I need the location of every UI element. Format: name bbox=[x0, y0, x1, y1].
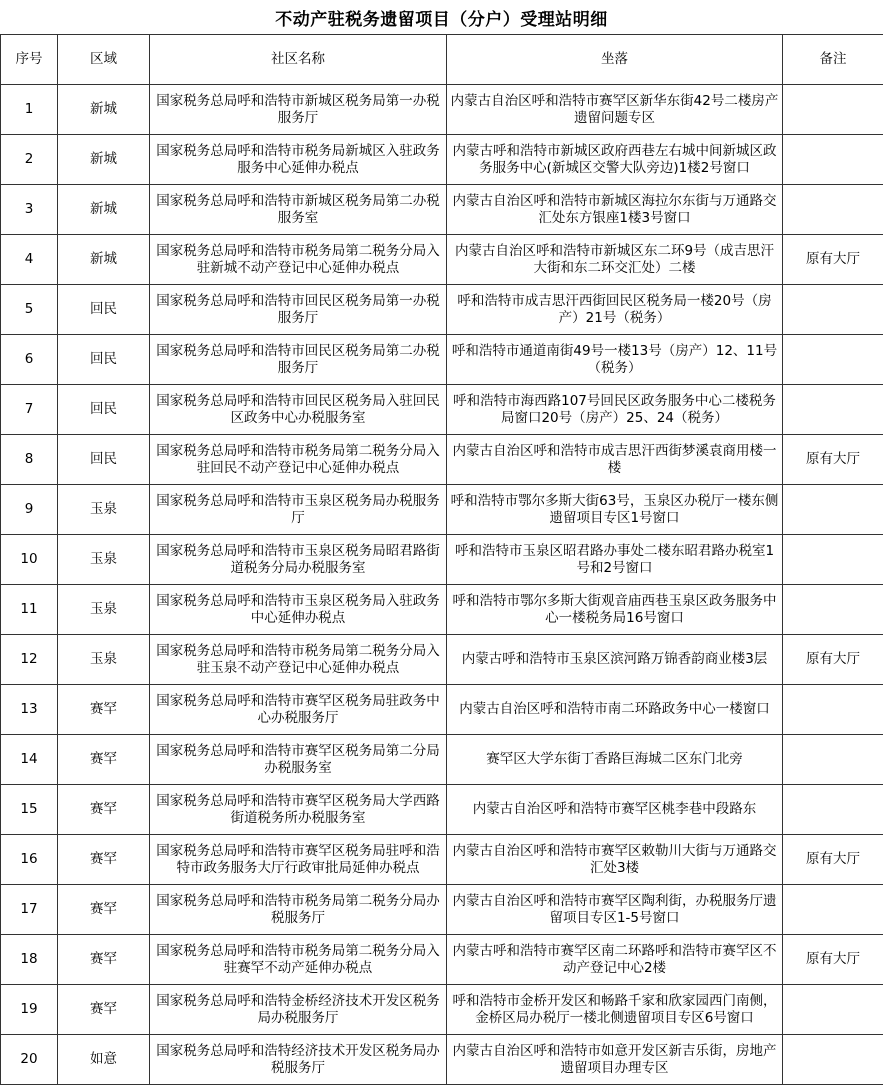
header-location: 坐落 bbox=[447, 35, 783, 85]
row-number-cell: 4 bbox=[1, 235, 58, 285]
community-name-cell: 国家税务总局呼和浩特市玉泉区税务局入驻政务中心延伸办税点 bbox=[150, 585, 447, 635]
location-cell: 呼和浩特市金桥开发区和畅路千家和欣家园西门南侧，金桥区局办税厅一楼北侧遗留项目专区6号窗口 bbox=[447, 985, 783, 1035]
area-cell: 新城 bbox=[58, 85, 150, 135]
remark-cell bbox=[783, 285, 883, 335]
area-cell: 赛罕 bbox=[58, 935, 150, 985]
area-cell: 赛罕 bbox=[58, 785, 150, 835]
location-cell: 内蒙古自治区呼和浩特市赛罕区新华东街42号二楼房产遗留问题专区 bbox=[447, 85, 783, 135]
location-cell: 内蒙古呼和浩特市玉泉区滨河路万锦香韵商业楼3层 bbox=[447, 635, 783, 685]
table-row bbox=[1, 385, 883, 435]
community-name-cell: 国家税务总局呼和浩特市新城区税务局第一办税服务厅 bbox=[150, 85, 447, 135]
area-cell: 回民 bbox=[58, 285, 150, 335]
community-name-cell: 国家税务总局呼和浩特市回民区税务局第一办税服务厅 bbox=[150, 285, 447, 335]
sheet-title: 不动产驻税务遗留项目（分户）受理站明细 bbox=[0, 0, 883, 34]
row-number-cell: 5 bbox=[1, 285, 58, 335]
remark-cell bbox=[783, 685, 883, 735]
remark-cell bbox=[783, 185, 883, 235]
remark-cell: 原有大厅 bbox=[783, 935, 883, 985]
row-number-cell: 3 bbox=[1, 185, 58, 235]
remark-cell bbox=[783, 885, 883, 935]
row-number-cell: 20 bbox=[1, 1035, 58, 1085]
location-cell: 内蒙古自治区呼和浩特市如意开发区新吉乐街，房地产遗留项目办理专区 bbox=[447, 1035, 783, 1085]
location-cell: 赛罕区大学东街丁香路巨海城二区东门北旁 bbox=[447, 735, 783, 785]
remark-cell bbox=[783, 1035, 883, 1085]
location-cell: 内蒙古自治区呼和浩特市赛罕区桃李巷中段路东 bbox=[447, 785, 783, 835]
remark-cell bbox=[783, 735, 883, 785]
table-row bbox=[1, 885, 883, 935]
area-cell: 如意 bbox=[58, 1035, 150, 1085]
row-number-cell: 1 bbox=[1, 85, 58, 135]
remark-cell bbox=[783, 535, 883, 585]
community-name-cell: 国家税务总局呼和浩特市新城区税务局第二办税服务室 bbox=[150, 185, 447, 235]
row-number-cell: 15 bbox=[1, 785, 58, 835]
location-cell: 内蒙古自治区呼和浩特市赛罕区陶利街，办税服务厅遗留项目专区1-5号窗口 bbox=[447, 885, 783, 935]
table-row bbox=[1, 85, 883, 135]
table-row bbox=[1, 285, 883, 335]
area-cell: 赛罕 bbox=[58, 885, 150, 935]
table-row bbox=[1, 485, 883, 535]
row-number-cell: 9 bbox=[1, 485, 58, 535]
table-row bbox=[1, 335, 883, 385]
area-cell: 回民 bbox=[58, 385, 150, 435]
community-name-cell: 国家税务总局呼和浩特市赛罕区税务局驻政务中心办税服务厅 bbox=[150, 685, 447, 735]
table-row bbox=[1, 985, 883, 1035]
header-remark: 备注 bbox=[783, 35, 883, 85]
community-name-cell: 国家税务总局呼和浩特市税务局第二税务分局入驻赛罕不动产延伸办税点 bbox=[150, 935, 447, 985]
table-row bbox=[1, 435, 883, 485]
location-cell: 呼和浩特市玉泉区昭君路办事处二楼东昭君路办税室1号和2号窗口 bbox=[447, 535, 783, 585]
community-name-cell: 国家税务总局呼和浩特市税务局新城区入驻政务服务中心延伸办税点 bbox=[150, 135, 447, 185]
area-cell: 新城 bbox=[58, 235, 150, 285]
row-number-cell: 18 bbox=[1, 935, 58, 985]
community-name-cell: 国家税务总局呼和浩特市玉泉区税务局昭君路街道税务分局办税服务室 bbox=[150, 535, 447, 585]
community-name-cell: 国家税务总局呼和浩特市税务局第二税务分局入驻新城不动产登记中心延伸办税点 bbox=[150, 235, 447, 285]
community-name-cell: 国家税务总局呼和浩特市税务局第二税务分局办税服务厅 bbox=[150, 885, 447, 935]
area-cell: 回民 bbox=[58, 335, 150, 385]
row-number-cell: 10 bbox=[1, 535, 58, 585]
table-row bbox=[1, 1035, 883, 1085]
table-row bbox=[1, 735, 883, 785]
location-cell: 呼和浩特市海西路107号回民区政务服务中心二楼税务局窗口20号（房产）25、24（税务） bbox=[447, 385, 783, 435]
table-row bbox=[1, 935, 883, 985]
table-row bbox=[1, 635, 883, 685]
row-number-cell: 14 bbox=[1, 735, 58, 785]
area-cell: 赛罕 bbox=[58, 985, 150, 1035]
remark-cell bbox=[783, 985, 883, 1035]
location-cell: 内蒙古呼和浩特市新城区政府西巷左右城中间新城区政务服务中心(新城区交警大队旁边)1楼2号窗口 bbox=[447, 135, 783, 185]
location-cell: 呼和浩特市通道南街49号一楼13号（房产）12、11号（税务） bbox=[447, 335, 783, 385]
header-no: 序号 bbox=[1, 35, 58, 85]
row-number-cell: 17 bbox=[1, 885, 58, 935]
remark-cell: 原有大厅 bbox=[783, 635, 883, 685]
remark-cell bbox=[783, 135, 883, 185]
area-cell: 回民 bbox=[58, 435, 150, 485]
area-cell: 玉泉 bbox=[58, 635, 150, 685]
community-name-cell: 国家税务总局呼和浩特市赛罕区税务局第二分局办税服务室 bbox=[150, 735, 447, 785]
remark-cell: 原有大厅 bbox=[783, 835, 883, 885]
row-number-cell: 16 bbox=[1, 835, 58, 885]
remark-cell: 原有大厅 bbox=[783, 435, 883, 485]
location-cell: 内蒙古呼和浩特市赛罕区南二环路呼和浩特市赛罕区不动产登记中心2楼 bbox=[447, 935, 783, 985]
location-cell: 呼和浩特市鄂尔多斯大街63号，玉泉区办税厅一楼东侧遗留项目专区1号窗口 bbox=[447, 485, 783, 535]
area-cell: 赛罕 bbox=[58, 685, 150, 735]
table-row bbox=[1, 785, 883, 835]
community-name-cell: 国家税务总局呼和浩特市税务局第二税务分局入驻玉泉不动产登记中心延伸办税点 bbox=[150, 635, 447, 685]
location-cell: 内蒙古自治区呼和浩特市新城区东二环9号（成吉思汗大街和东二环交汇处）二楼 bbox=[447, 235, 783, 285]
row-number-cell: 6 bbox=[1, 335, 58, 385]
header-community-name: 社区名称 bbox=[150, 35, 447, 85]
location-cell: 内蒙古自治区呼和浩特市南二环路政务中心一楼窗口 bbox=[447, 685, 783, 735]
area-cell: 新城 bbox=[58, 185, 150, 235]
table-row bbox=[1, 585, 883, 635]
table-row bbox=[1, 835, 883, 885]
row-number-cell: 11 bbox=[1, 585, 58, 635]
table-row bbox=[1, 135, 883, 185]
location-cell: 内蒙古自治区呼和浩特市赛罕区敕勒川大街与万通路交汇处3楼 bbox=[447, 835, 783, 885]
row-number-cell: 19 bbox=[1, 985, 58, 1035]
remark-cell: 原有大厅 bbox=[783, 235, 883, 285]
row-number-cell: 13 bbox=[1, 685, 58, 735]
table-row bbox=[1, 185, 883, 235]
location-cell: 内蒙古自治区呼和浩特市成吉思汗西街梦溪袁商用楼一楼 bbox=[447, 435, 783, 485]
location-cell: 内蒙古自治区呼和浩特市新城区海拉尔东街与万通路交汇处东方银座1楼3号窗口 bbox=[447, 185, 783, 235]
location-cell: 呼和浩特市成吉思汗西街回民区税务局一楼20号（房产）21号（税务） bbox=[447, 285, 783, 335]
community-name-cell: 国家税务总局呼和浩特市赛罕区税务局驻呼和浩特市政务服务大厅行政审批局延伸办税点 bbox=[150, 835, 447, 885]
remark-cell bbox=[783, 335, 883, 385]
area-cell: 赛罕 bbox=[58, 835, 150, 885]
remark-cell bbox=[783, 85, 883, 135]
row-number-cell: 8 bbox=[1, 435, 58, 485]
row-number-cell: 2 bbox=[1, 135, 58, 185]
header-row bbox=[1, 35, 883, 85]
remark-cell bbox=[783, 485, 883, 535]
remark-cell bbox=[783, 585, 883, 635]
table-row bbox=[1, 685, 883, 735]
area-cell: 玉泉 bbox=[58, 535, 150, 585]
row-number-cell: 12 bbox=[1, 635, 58, 685]
community-name-cell: 国家税务总局呼和浩特市赛罕区税务局大学西路街道税务所办税服务室 bbox=[150, 785, 447, 835]
table-row bbox=[1, 535, 883, 585]
community-name-cell: 国家税务总局呼和浩特市回民区税务局第二办税服务厅 bbox=[150, 335, 447, 385]
area-cell: 赛罕 bbox=[58, 735, 150, 785]
community-name-cell: 国家税务总局呼和浩特市税务局第二税务分局入驻回民不动产登记中心延伸办税点 bbox=[150, 435, 447, 485]
remark-cell bbox=[783, 385, 883, 435]
remark-cell bbox=[783, 785, 883, 835]
community-name-cell: 国家税务总局呼和浩特经济技术开发区税务局办税服务厅 bbox=[150, 1035, 447, 1085]
community-name-cell: 国家税务总局呼和浩特市玉泉区税务局办税服务厅 bbox=[150, 485, 447, 535]
location-cell: 呼和浩特市鄂尔多斯大街观音庙西巷玉泉区政务服务中心一楼税务局16号窗口 bbox=[447, 585, 783, 635]
table-row bbox=[1, 235, 883, 285]
area-cell: 玉泉 bbox=[58, 585, 150, 635]
community-name-cell: 国家税务总局呼和浩特金桥经济技术开发区税务局办税服务厅 bbox=[150, 985, 447, 1035]
row-number-cell: 7 bbox=[1, 385, 58, 435]
area-cell: 新城 bbox=[58, 135, 150, 185]
header-area: 区域 bbox=[58, 35, 150, 85]
area-cell: 玉泉 bbox=[58, 485, 150, 535]
community-name-cell: 国家税务总局呼和浩特市回民区税务局入驻回民区政务中心办税服务室 bbox=[150, 385, 447, 435]
detail-table bbox=[0, 34, 883, 1085]
